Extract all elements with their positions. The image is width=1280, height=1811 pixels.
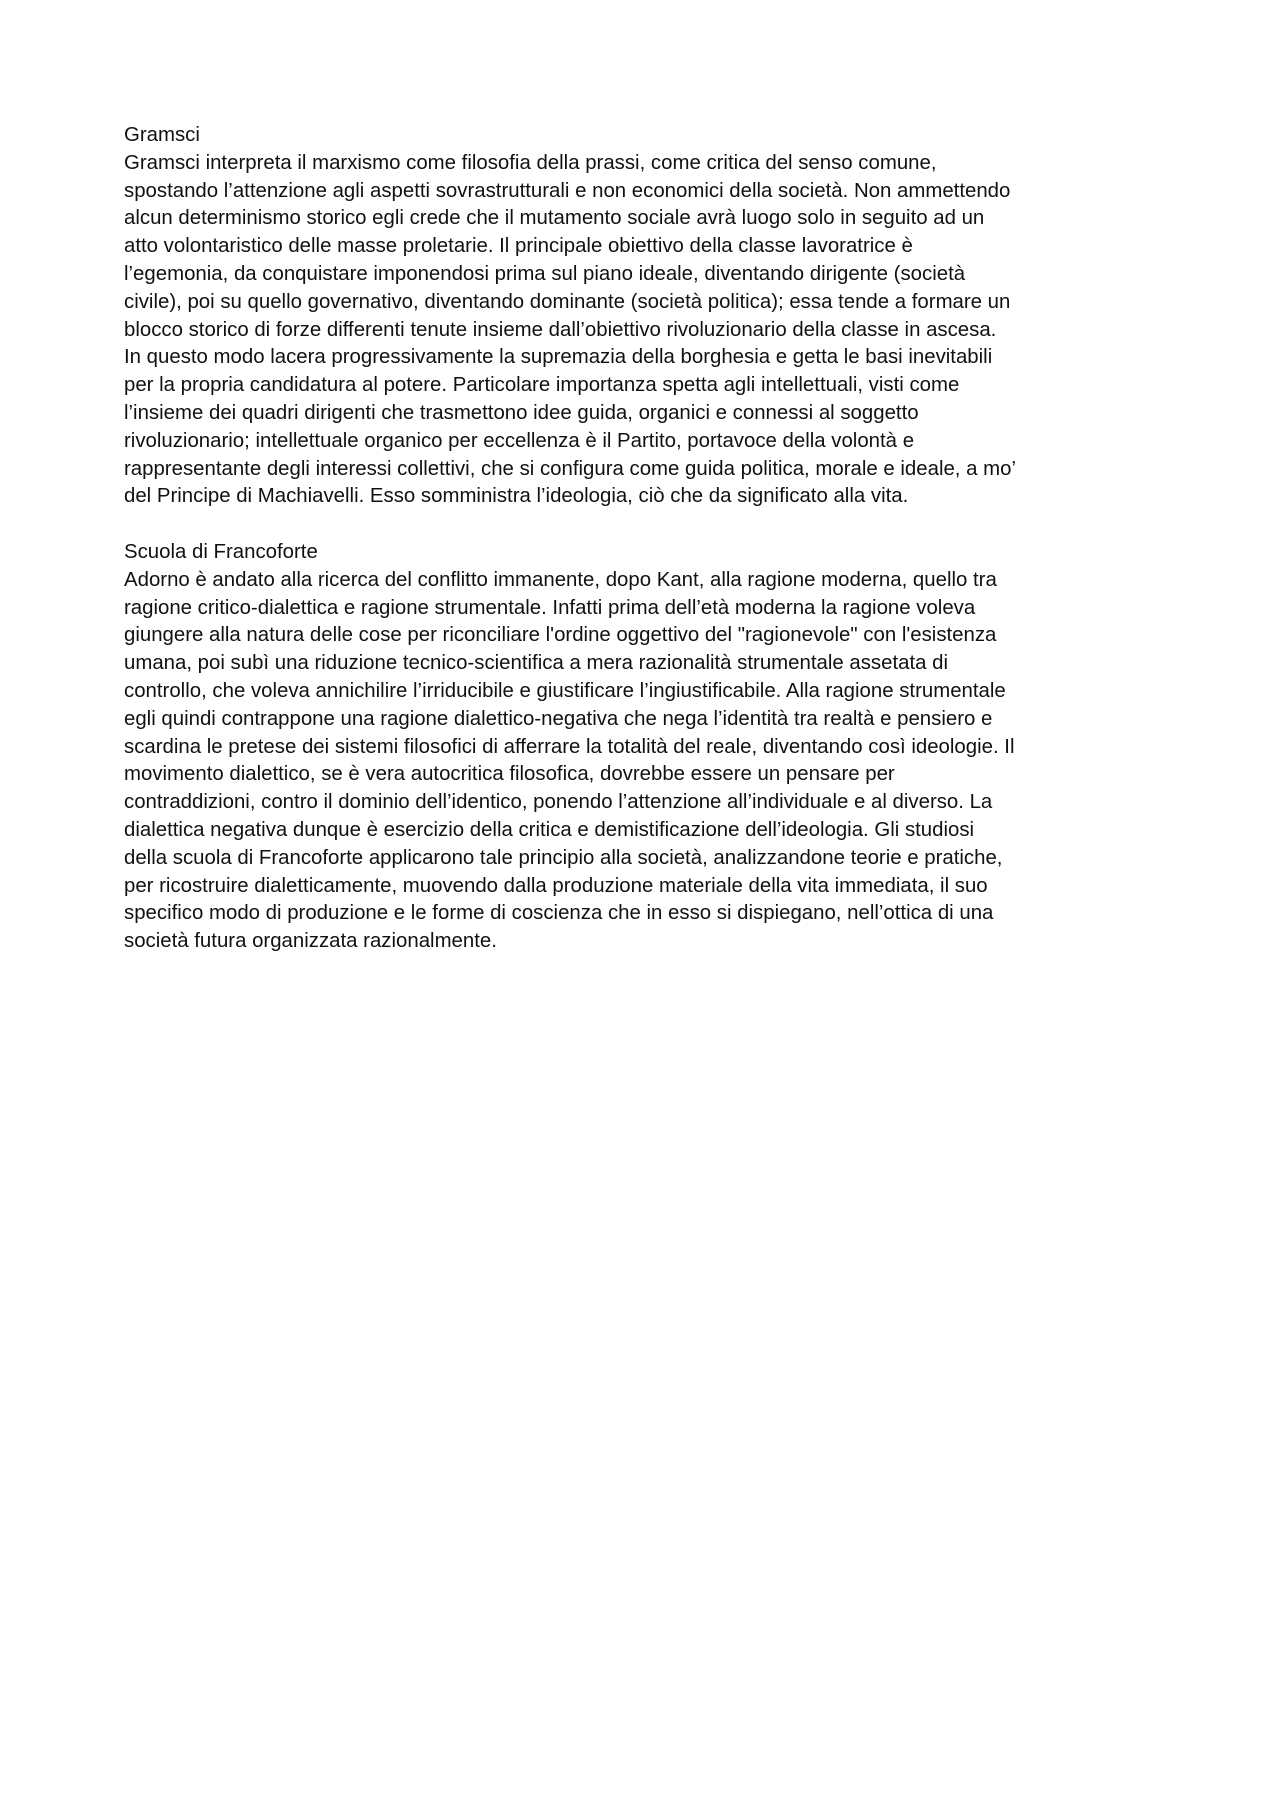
text-line: per ricostruire dialetticamente, muovendo dalla produzione materiale della vita immediata, il suo <box>124 874 988 897</box>
text-line: Gramsci interpreta il marxismo come filosofia della prassi, come critica del senso comune, <box>124 151 937 174</box>
text-line: della scuola di Francoforte applicarono tale principio alla società, analizzandone teorie e pratiche, <box>124 846 1003 869</box>
text-line: dialettica negativa dunque è esercizio della critica e demistificazione dell’ideologia. Gli studiosi <box>124 818 975 841</box>
text-line: civile), poi su quello governativo, diventando dominante (società politica); essa tende a formare un <box>124 290 1011 313</box>
section-heading: Scuola di Francoforte <box>124 540 318 563</box>
text-line: controllo, che voleva annichilire l’irriducibile e giustificare l’ingiustificabile. Alla ragione strumentale <box>124 679 1006 702</box>
text-line: alcun determinismo storico egli crede che il mutamento sociale avrà luogo solo in seguito ad un <box>124 207 985 230</box>
text-line: In questo modo lacera progressivamente la supremazia della borghesia e getta le basi inevitabili <box>124 346 993 369</box>
text-line: movimento dialettico, se è vera autocritica filosofica, dovrebbe essere un pensare per <box>124 763 895 786</box>
text-line: atto volontaristico delle masse proletarie. Il principale obiettivo della classe lavoratrice è <box>124 235 913 258</box>
section-body <box>124 150 1169 511</box>
text-line: egli quindi contrappone una ragione dialettico-negativa che nega l’identità tra realtà e pensiero e <box>124 707 993 730</box>
text-line: umana, poi subì una riduzione tecnico-scientifica a mera razionalità strumentale assetata di <box>124 652 948 675</box>
section-heading: Gramsci <box>124 124 200 146</box>
text-line: blocco storico di forze differenti tenute insieme dall’obiettivo rivoluzionario della classe in ascesa. <box>124 318 997 341</box>
text-line: del Principe di Machiavelli. Esso somministra l’ideologia, ciò che da significato alla vita. <box>124 485 909 508</box>
document-page <box>124 122 1169 956</box>
text-line: scardina le pretese dei sistemi filosofici di afferrare la totalità del reale, diventando così ideologie. Il <box>124 735 1015 758</box>
section-body <box>124 567 1169 956</box>
text-line: società futura organizzata razionalmente. <box>124 930 497 953</box>
text-line: specifico modo di produzione e le forme di coscienza che in esso si dispiegano, nell’ottica di una <box>124 902 994 925</box>
text-line: rivoluzionario; intellettuale organico per eccellenza è il Partito, portavoce della volontà e <box>124 429 915 452</box>
section-gramsci <box>124 122 1169 511</box>
section-scuola-di-francoforte <box>124 539 1169 956</box>
text-line: Adorno è andato alla ricerca del conflitto immanente, dopo Kant, alla ragione moderna, quello tra <box>124 568 997 591</box>
text-line: ragione critico-dialettica e ragione strumentale. Infatti prima dell’età moderna la ragione voleva <box>124 596 976 619</box>
text-line: rappresentante degli interessi collettivi, che si configura come guida politica, morale e ideale, a mo’ <box>124 457 1017 480</box>
text-line: spostando l’attenzione agli aspetti sovrastrutturali e non economici della società. Non ammettendo <box>124 179 1011 202</box>
text-line: per la propria candidatura al potere. Particolare importanza spetta agli intellettuali, visti come <box>124 374 960 397</box>
text-line: l’egemonia, da conquistare imponendosi prima sul piano ideale, diventando dirigente (società <box>124 262 966 285</box>
text-line: l’insieme dei quadri dirigenti che trasmettono idee guida, organici e connessi al soggetto <box>124 401 919 424</box>
text-line: contraddizioni, contro il dominio dell’identico, ponendo l’attenzione all’individuale e al diverso. La <box>124 791 993 814</box>
text-line: giungere alla natura delle cose per riconciliare l'ordine oggettivo del "ragionevole" con l'esistenza <box>124 624 997 647</box>
